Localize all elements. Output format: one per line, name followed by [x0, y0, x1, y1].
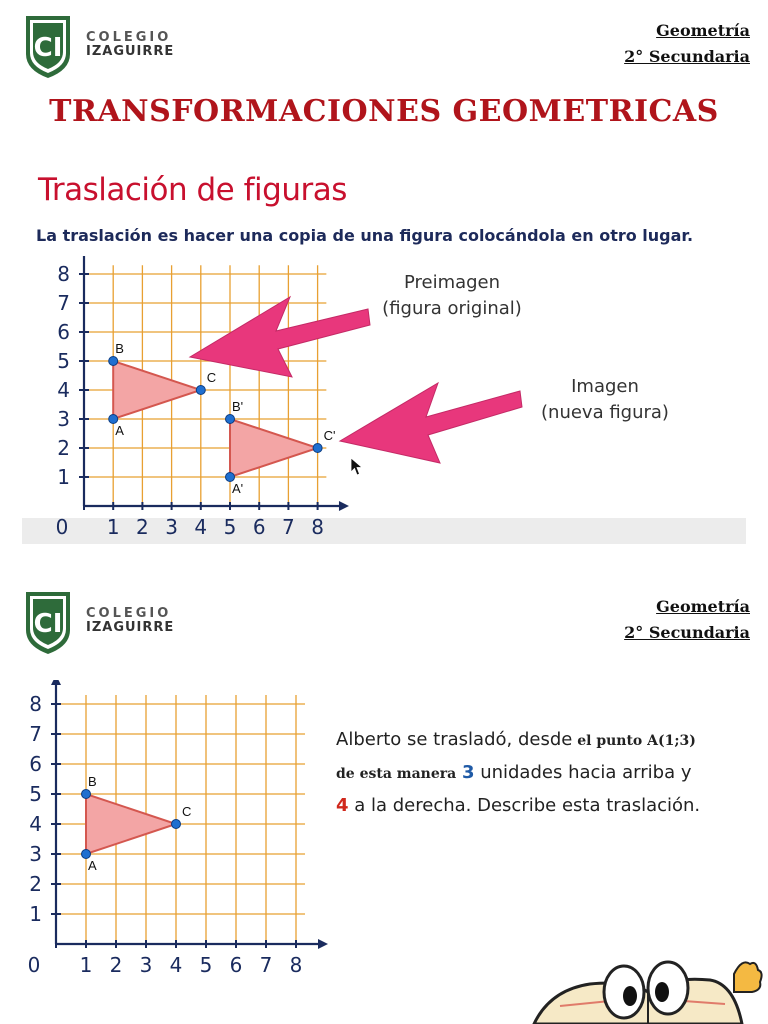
section-description: La traslación es hacer una copia de una figura colocándola en otro lugar.: [36, 226, 694, 245]
y-tick-label: 7: [29, 722, 42, 746]
problem-point: el punto A(1;3): [572, 733, 696, 749]
y-tick-label: 5: [57, 349, 70, 373]
preimage-sublabel: (figura original): [382, 298, 522, 319]
book-mascot-illustration: [520, 950, 768, 1024]
x-tick-label: 4: [194, 515, 208, 539]
vertex-point: [109, 357, 118, 366]
logo-line2: IZAGUIRRE: [86, 44, 175, 59]
y-tick-label: 4: [57, 378, 70, 402]
y-tick-label: 8: [57, 262, 70, 286]
y-tick-label: 4: [29, 812, 42, 836]
subject-name-2: Geometría: [656, 597, 750, 616]
y-tick-label: 5: [29, 782, 42, 806]
y-tick-label: 1: [57, 465, 70, 489]
vertex-label: B: [115, 341, 124, 356]
y-axis-arrow-icon: [51, 680, 61, 685]
section-heading: Traslación de figuras: [38, 172, 347, 208]
x-tick-label: 3: [139, 953, 153, 977]
y-tick-label: 3: [57, 407, 70, 431]
image-label: Imagen: [571, 376, 639, 397]
vertex-label: C': [323, 428, 336, 443]
arrow-to-image-icon: [328, 375, 528, 470]
x-tick-label: 1: [79, 953, 93, 977]
subject-name: Geometría: [656, 21, 750, 40]
y-tick-label: 7: [57, 291, 70, 315]
logo-monogram-2: CI: [33, 609, 63, 639]
vertex-point: [82, 790, 91, 799]
school-logo-2: [20, 590, 76, 656]
triangle-abc: [86, 794, 176, 854]
x-tick-label: 4: [169, 953, 183, 977]
image-sublabel: (nueva figura): [541, 402, 669, 423]
x-axis-arrow-icon: [318, 939, 328, 949]
x-tick-label: 6: [229, 953, 243, 977]
coordinate-graph-2: [22, 680, 332, 980]
vertex-label: C: [182, 804, 192, 819]
problem-statement: [336, 724, 746, 821]
x-tick-label: 6: [252, 515, 266, 539]
grade-label-2: 2° Secundaria: [624, 623, 750, 642]
vertex-label: A: [88, 858, 97, 873]
vertex-point: [313, 444, 322, 453]
x-tick-label: 7: [259, 953, 273, 977]
y-tick-label: 1: [29, 902, 42, 926]
y-tick-label: 8: [29, 692, 42, 716]
arrow-to-preimage-icon: [180, 285, 380, 380]
page-title: TRANSFORMACIONES GEOMETRICAS: [49, 94, 719, 129]
x-tick-label: 2: [109, 953, 123, 977]
shield-icon: [20, 14, 76, 80]
x-tick-label: 5: [199, 953, 213, 977]
logo-line1: COLEGIO: [86, 30, 172, 45]
y-tick-label: 6: [57, 320, 70, 344]
x-axis-arrow-icon: [339, 501, 349, 511]
problem-text-up: unidades hacia arriba y: [474, 762, 692, 783]
y-tick-label: 3: [29, 842, 42, 866]
vertex-point: [196, 386, 205, 395]
x-tick-label: 0: [27, 953, 41, 977]
mouse-cursor-icon: [350, 457, 364, 477]
x-tick-label: 7: [282, 515, 295, 539]
x-tick-label: 2: [136, 515, 149, 539]
vertex-label: B': [232, 399, 244, 414]
logo-monogram: CI: [33, 33, 63, 63]
x-tick-label: 1: [106, 515, 120, 539]
vertex-label: B: [88, 774, 97, 789]
x-tick-label: 8: [311, 515, 324, 539]
logo-line1-2: COLEGIO: [86, 606, 172, 621]
y-tick-label: 6: [29, 752, 42, 776]
vertex-label: C: [206, 370, 217, 385]
problem-text-1: Alberto se trasladó, desde: [336, 729, 573, 750]
image-triangle: [230, 419, 318, 477]
problem-text-right: a la derecha. Describe esta traslación.: [348, 795, 701, 816]
x-tick-label: 0: [55, 515, 69, 539]
grade-label: 2° Secundaria: [624, 47, 750, 66]
shield-icon: [20, 590, 76, 656]
vertex-point: [226, 415, 235, 424]
preimage-callout: [372, 270, 532, 322]
school-name-2: [86, 606, 174, 635]
logo-line2-2: IZAGUIRRE: [86, 620, 175, 635]
units-right-number: 4: [336, 795, 349, 816]
preimage-label: Preimagen: [403, 272, 501, 293]
x-tick-label: 3: [165, 515, 178, 539]
units-up-number: 3: [461, 762, 475, 783]
y-tick-label: 2: [57, 436, 70, 460]
subject-block: [624, 18, 750, 70]
vertex-point: [172, 820, 181, 829]
x-tick-label: 5: [223, 515, 237, 539]
school-name: [86, 30, 174, 59]
school-logo: [20, 14, 76, 80]
x-tick-label: 8: [289, 953, 303, 977]
problem-text-manner: de esta manera: [336, 766, 457, 782]
subject-block-2: [624, 594, 750, 646]
vertex-label: A': [232, 481, 244, 496]
y-tick-label: 2: [29, 872, 42, 896]
image-callout: [530, 374, 680, 426]
vertex-label: A: [115, 423, 124, 438]
